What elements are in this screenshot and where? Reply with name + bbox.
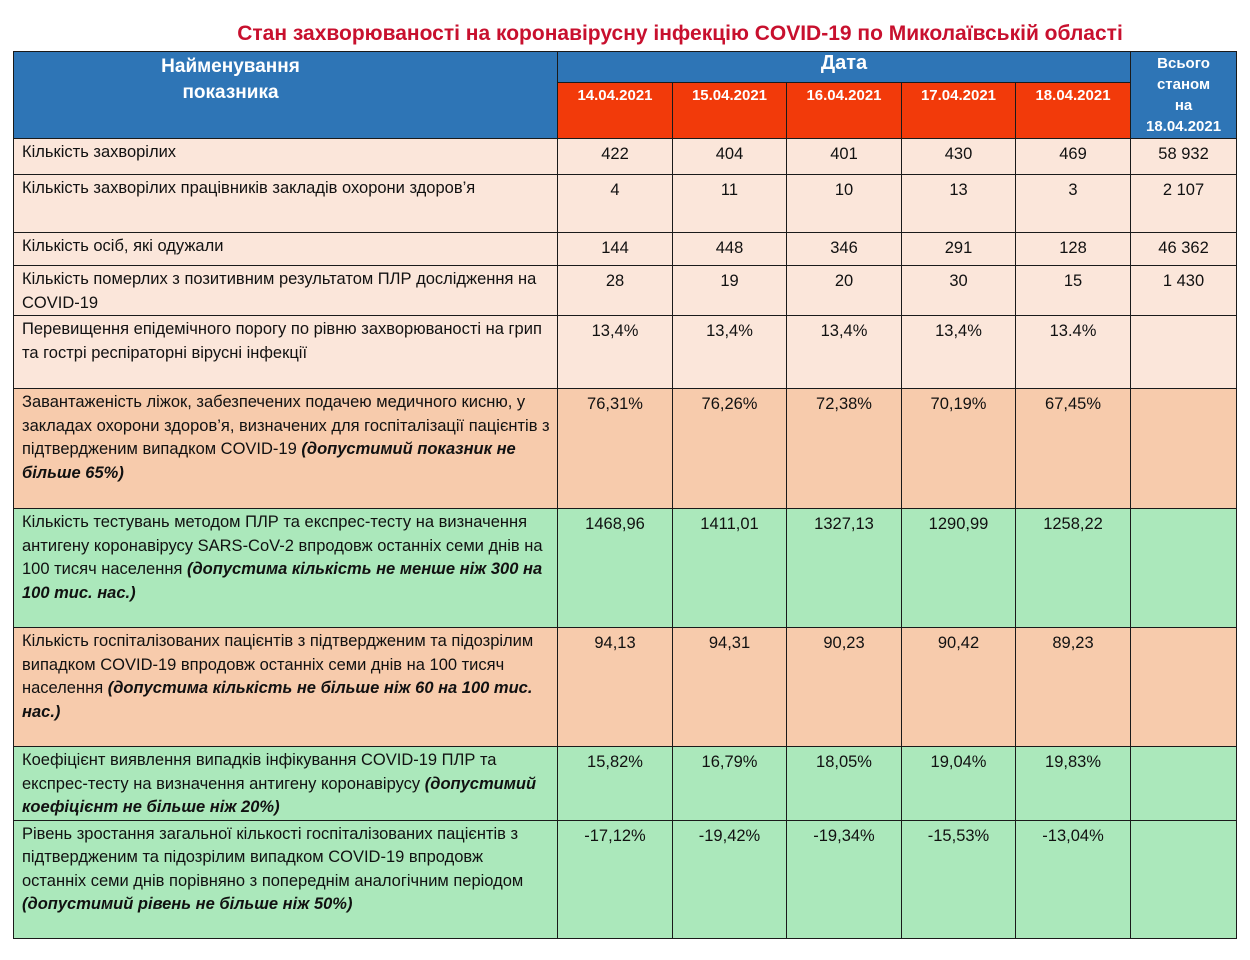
table-row <box>14 509 1237 628</box>
indicator-label: Кількість померлих з позитивним результатом ПЛР дослідження на COVID-19 <box>22 270 537 312</box>
total-cell: 58 932 <box>1131 139 1237 175</box>
value-cell: -13,04% <box>1016 820 1131 938</box>
value-cell: 10 <box>787 175 902 233</box>
indicator-cell <box>14 175 558 233</box>
value-cell: 90,42 <box>902 628 1016 747</box>
value-cell: 19,83% <box>1016 747 1131 821</box>
indicator-cell <box>14 233 558 266</box>
header-indicator-name <box>14 52 558 139</box>
header-total-line2: станом <box>1156 76 1211 93</box>
value-cell: 90,23 <box>787 628 902 747</box>
value-cell: 1327,13 <box>787 509 902 628</box>
indicator-label: Коефіцієнт виявлення випадків інфікування COVID-19 ПЛР та експрес-тесту на визначення антигену коронавірусу <box>22 751 497 793</box>
total-cell <box>1131 316 1237 389</box>
value-cell: 404 <box>673 139 787 175</box>
value-cell: 401 <box>787 139 902 175</box>
value-cell: 70,19% <box>902 389 1016 509</box>
indicator-cell <box>14 747 558 821</box>
indicator-note: (допустима кількість не більше ніж 60 на 100 тис. нас.) <box>22 679 533 721</box>
total-cell <box>1131 509 1237 628</box>
value-cell: 4 <box>558 175 673 233</box>
value-cell: 1411,01 <box>673 509 787 628</box>
table-row <box>14 233 1237 266</box>
value-cell: 19,04% <box>902 747 1016 821</box>
value-cell: 94,13 <box>558 628 673 747</box>
value-cell: 19 <box>673 266 787 316</box>
value-cell: 20 <box>787 266 902 316</box>
indicator-cell <box>14 509 558 628</box>
header-date-col: 15.04.2021 <box>673 83 787 139</box>
table-row <box>14 139 1237 175</box>
total-cell: 46 362 <box>1131 233 1237 266</box>
value-cell: 13,4% <box>902 316 1016 389</box>
value-cell: 1290,99 <box>902 509 1016 628</box>
value-cell: 72,38% <box>787 389 902 509</box>
header-total-line1: Всього <box>1157 55 1210 72</box>
table-row <box>14 628 1237 747</box>
indicator-note: (допустимий коефіцієнт не більше ніж 20%) <box>22 774 537 816</box>
value-cell: 13.4% <box>1016 316 1131 389</box>
value-cell: 13,4% <box>558 316 673 389</box>
header-name-line2: показника <box>182 82 279 103</box>
header-total-line4: 18.04.2021 <box>1145 118 1222 135</box>
value-cell: 1258,22 <box>1016 509 1131 628</box>
value-cell: 89,23 <box>1016 628 1131 747</box>
total-cell <box>1131 389 1237 509</box>
indicator-label: Перевищення епідемічного порогу по рівню захворюваності на грип та гострі респіраторні вірусні інфекції <box>22 320 542 362</box>
table-row <box>14 747 1237 821</box>
value-cell: 11 <box>673 175 787 233</box>
table-row <box>14 820 1237 938</box>
table-row <box>14 175 1237 233</box>
value-cell: 16,79% <box>673 747 787 821</box>
indicator-cell <box>14 820 558 938</box>
value-cell: 15,82% <box>558 747 673 821</box>
value-cell: 76,31% <box>558 389 673 509</box>
covid-stats-table <box>13 51 1237 939</box>
total-cell: 2 107 <box>1131 175 1237 233</box>
value-cell: -17,12% <box>558 820 673 938</box>
header-total-line3: на <box>1174 97 1193 114</box>
header-date: Дата <box>558 52 1131 83</box>
header-date-col: 17.04.2021 <box>902 83 1016 139</box>
value-cell: 94,31 <box>673 628 787 747</box>
value-cell: 144 <box>558 233 673 266</box>
table-row <box>14 316 1237 389</box>
value-cell: 76,26% <box>673 389 787 509</box>
value-cell: -19,34% <box>787 820 902 938</box>
value-cell: 291 <box>902 233 1016 266</box>
value-cell: -19,42% <box>673 820 787 938</box>
indicator-note: (допустимий показник не більше 65%) <box>22 440 516 482</box>
header-total <box>1131 52 1237 139</box>
total-cell <box>1131 628 1237 747</box>
value-cell: 28 <box>558 266 673 316</box>
indicator-note: (допустимий рівень не більше ніж 50%) <box>22 895 353 913</box>
indicator-label: Кількість госпіталізованих пацієнтів з підтвердженим та підозрілим випадком COVID-19 впродовж останніх семи днів на 100 тисяч населення <box>22 632 534 697</box>
table-row <box>14 266 1237 316</box>
value-cell: 67,45% <box>1016 389 1131 509</box>
value-cell: -15,53% <box>902 820 1016 938</box>
value-cell: 448 <box>673 233 787 266</box>
value-cell: 15 <box>1016 266 1131 316</box>
value-cell: 346 <box>787 233 902 266</box>
indicator-cell <box>14 628 558 747</box>
header-date-col: 18.04.2021 <box>1016 83 1131 139</box>
value-cell: 13,4% <box>787 316 902 389</box>
indicator-label: Завантаженість ліжок, забезпечених подачею медичного кисню, у закладах охорони здоров’я, визначених для госпіталізації пацієнтів з підтвердженим випадком COVID-19 <box>22 393 550 458</box>
header-name-line1: Найменування <box>161 56 300 77</box>
value-cell: 422 <box>558 139 673 175</box>
indicator-label: Рівень зростання загальної кількості госпіталізованих пацієнтів з підтвердженим та підозрілим випадком COVID-19 впродовж останніх семи днів порівняно з попереднім аналогічним періодом <box>22 824 524 890</box>
header-date-col: 16.04.2021 <box>787 83 902 139</box>
indicator-label: Кількість захворілих працівників закладів охорони здоров’я <box>22 179 476 197</box>
indicator-cell <box>14 316 558 389</box>
value-cell: 13,4% <box>673 316 787 389</box>
indicator-label: Кількість захворілих <box>22 143 177 161</box>
total-cell <box>1131 747 1237 821</box>
header-date-col: 14.04.2021 <box>558 83 673 139</box>
value-cell: 13 <box>902 175 1016 233</box>
indicator-cell <box>14 139 558 175</box>
indicator-note: (допустима кількість не менше ніж 300 на 100 тис. нас.) <box>22 560 543 602</box>
total-cell <box>1131 820 1237 938</box>
indicator-label: Кількість осіб, які одужали <box>22 237 224 255</box>
value-cell: 30 <box>902 266 1016 316</box>
table-row <box>14 389 1237 509</box>
indicator-cell <box>14 266 558 316</box>
total-cell: 1 430 <box>1131 266 1237 316</box>
value-cell: 18,05% <box>787 747 902 821</box>
indicator-cell <box>14 389 558 509</box>
value-cell: 1468,96 <box>558 509 673 628</box>
value-cell: 430 <box>902 139 1016 175</box>
page-title: Стан захворюваності на коронавірусну інфекцію COVID-19 по Миколаївській області <box>237 22 1123 45</box>
value-cell: 128 <box>1016 233 1131 266</box>
indicator-label: Кількість тестувань методом ПЛР та експрес-тесту на визначення антигену коронавірусу SARS-CoV-2 впродовж останніх семи днів на 100 тисяч населення <box>22 513 543 578</box>
value-cell: 469 <box>1016 139 1131 175</box>
value-cell: 3 <box>1016 175 1131 233</box>
